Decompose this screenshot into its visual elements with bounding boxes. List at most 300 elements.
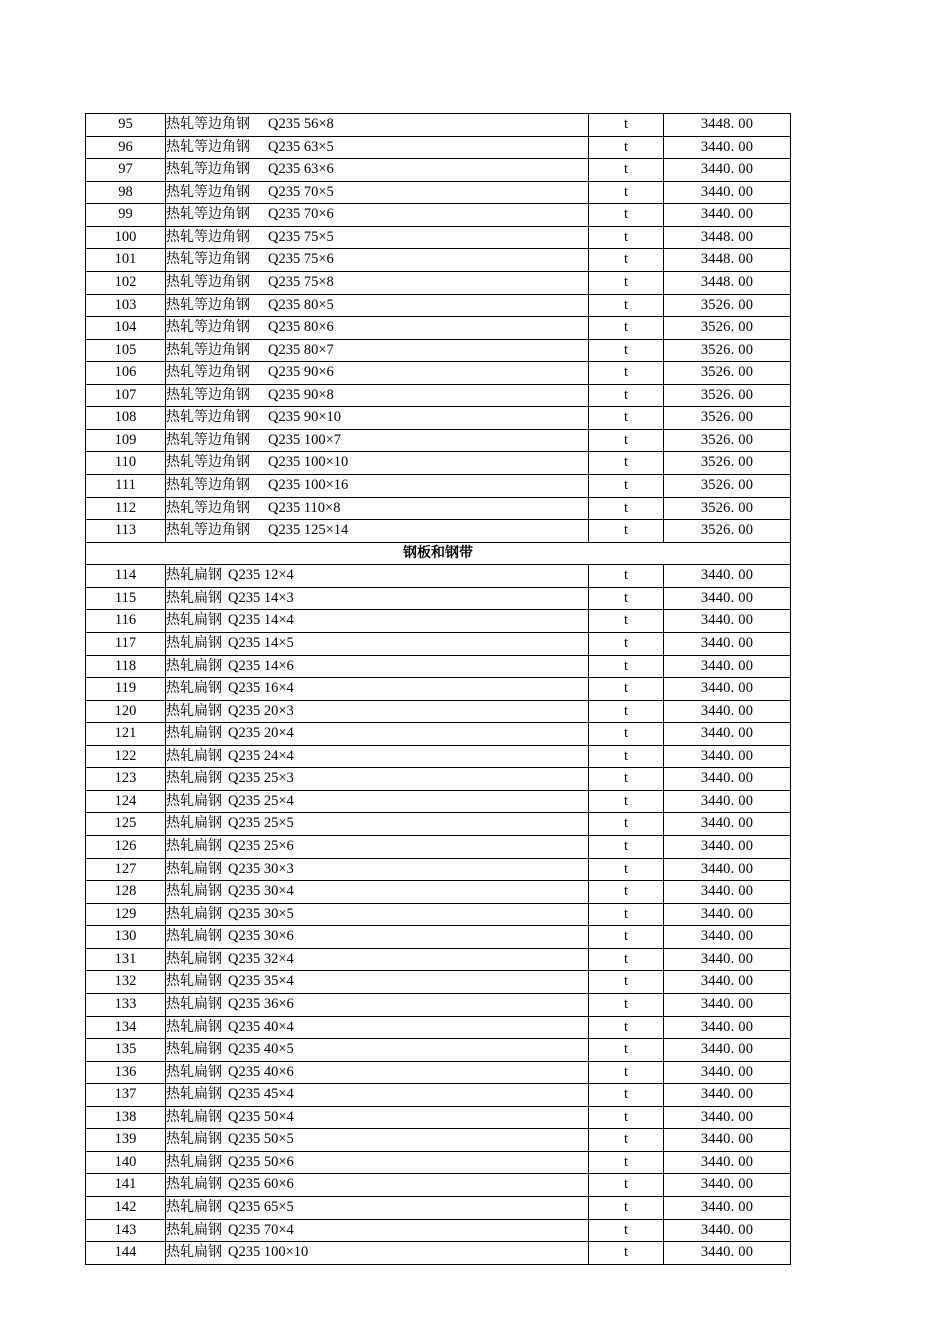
material-name-label: 热轧扁钢: [166, 1153, 222, 1170]
unit-price-cell: 3440. 00: [664, 1151, 791, 1174]
unit-cell: t: [589, 993, 664, 1016]
row-index-cell: 121: [86, 723, 166, 746]
material-name-label: 热轧等边角钢: [166, 206, 250, 223]
unit-price-cell: 3440. 00: [664, 881, 791, 904]
material-name-label: 热轧扁钢: [166, 815, 222, 832]
material-name-label: 热轧扁钢: [166, 725, 222, 742]
table-row: [86, 249, 791, 272]
material-name-cell: [166, 1174, 589, 1197]
unit-price-cell: 3440. 00: [664, 1106, 791, 1129]
unit-price-cell: 3448. 00: [664, 249, 791, 272]
unit-cell: t: [589, 971, 664, 994]
material-spec-label: Q235 50×6: [228, 1153, 294, 1170]
material-spec-label: Q235 75×5: [268, 228, 334, 245]
row-index-cell: 97: [86, 159, 166, 182]
material-spec-label: Q235 14×6: [228, 657, 294, 674]
row-index-cell: 123: [86, 768, 166, 791]
material-name-label: 热轧扁钢: [166, 567, 222, 584]
unit-price-cell: 3440. 00: [664, 1174, 791, 1197]
row-index-cell: 100: [86, 226, 166, 249]
unit-price-cell: 3440. 00: [664, 1061, 791, 1084]
table-row: [86, 790, 791, 813]
row-index-cell: 136: [86, 1061, 166, 1084]
material-name-label: 热轧等边角钢: [166, 161, 250, 178]
table-row: [86, 1242, 791, 1265]
row-index-cell: 99: [86, 204, 166, 227]
material-name-label: 热轧等边角钢: [166, 273, 250, 290]
material-name-label: 热轧扁钢: [166, 702, 222, 719]
unit-cell: t: [589, 700, 664, 723]
material-name-cell: [166, 136, 589, 159]
row-index-cell: 98: [86, 181, 166, 204]
unit-price-cell: 3440. 00: [664, 790, 791, 813]
row-index-cell: 108: [86, 407, 166, 430]
material-name-cell: [166, 1219, 589, 1242]
table-row: [86, 565, 791, 588]
material-name-cell: [166, 362, 589, 385]
material-name-cell: [166, 971, 589, 994]
unit-price-cell: 3440. 00: [664, 610, 791, 633]
unit-cell: t: [589, 632, 664, 655]
unit-cell: t: [589, 790, 664, 813]
row-index-cell: 104: [86, 317, 166, 340]
unit-price-cell: 3440. 00: [664, 700, 791, 723]
material-name-label: 热轧扁钢: [166, 860, 222, 877]
unit-price-cell: 3448. 00: [664, 271, 791, 294]
row-index-cell: 105: [86, 339, 166, 362]
row-index-cell: 113: [86, 520, 166, 543]
row-index-cell: 133: [86, 993, 166, 1016]
row-index-cell: 118: [86, 655, 166, 678]
table-row: [86, 1106, 791, 1129]
unit-price-cell: 3440. 00: [664, 159, 791, 182]
row-index-cell: 129: [86, 903, 166, 926]
material-name-cell: [166, 678, 589, 701]
material-spec-label: Q235 80×6: [268, 319, 334, 336]
unit-price-cell: 3440. 00: [664, 858, 791, 881]
material-spec-label: Q235 90×6: [268, 364, 334, 381]
material-spec-label: Q235 12×4: [228, 567, 294, 584]
table-row: [86, 362, 791, 385]
material-name-label: 热轧扁钢: [166, 1108, 222, 1125]
table-row: [86, 1219, 791, 1242]
material-name-cell: [166, 181, 589, 204]
material-spec-label: Q235 25×4: [228, 792, 294, 809]
material-name-cell: [166, 881, 589, 904]
row-index-cell: 109: [86, 429, 166, 452]
material-name-cell: [166, 948, 589, 971]
table-row: [86, 723, 791, 746]
row-index-cell: 140: [86, 1151, 166, 1174]
table-row: [86, 903, 791, 926]
unit-price-cell: 3440. 00: [664, 655, 791, 678]
material-name-label: 热轧扁钢: [166, 973, 222, 990]
material-name-label: 热轧扁钢: [166, 1063, 222, 1080]
material-spec-label: Q235 100×10: [228, 1244, 309, 1261]
unit-cell: t: [589, 159, 664, 182]
row-index-cell: 106: [86, 362, 166, 385]
unit-price-cell: 3526. 00: [664, 520, 791, 543]
material-spec-label: Q235 80×5: [268, 296, 334, 313]
unit-cell: t: [589, 768, 664, 791]
unit-cell: t: [589, 136, 664, 159]
unit-cell: t: [589, 587, 664, 610]
unit-cell: t: [589, 497, 664, 520]
material-name-label: 热轧等边角钢: [166, 364, 250, 381]
material-spec-label: Q235 80×7: [268, 341, 334, 358]
material-name-label: 热轧等边角钢: [166, 138, 250, 155]
material-spec-label: Q235 125×14: [268, 522, 349, 539]
material-name-label: 热轧等边角钢: [166, 319, 250, 336]
material-spec-label: Q235 50×5: [228, 1131, 294, 1148]
material-name-label: 热轧扁钢: [166, 792, 222, 809]
material-spec-label: Q235 65×5: [228, 1199, 294, 1215]
table-row: [86, 452, 791, 475]
price-table-container: [85, 113, 790, 1265]
unit-price-cell: 3440. 00: [664, 1129, 791, 1152]
row-index-cell: 127: [86, 858, 166, 881]
row-index-cell: 131: [86, 948, 166, 971]
row-index-cell: 134: [86, 1016, 166, 1039]
material-name-label: 热轧扁钢: [166, 883, 222, 900]
unit-price-cell: 3440. 00: [664, 971, 791, 994]
table-row: [86, 587, 791, 610]
unit-cell: t: [589, 745, 664, 768]
unit-cell: t: [589, 317, 664, 340]
unit-price-cell: 3448. 00: [664, 114, 791, 137]
material-name-label: 热轧等边角钢: [166, 251, 250, 268]
unit-price-cell: 3440. 00: [664, 1016, 791, 1039]
table-row: [86, 881, 791, 904]
material-spec-label: Q235 32×4: [228, 950, 294, 967]
material-name-cell: [166, 836, 589, 859]
material-name-cell: [166, 475, 589, 498]
unit-cell: t: [589, 1174, 664, 1197]
table-row: [86, 971, 791, 994]
table-row: [86, 1174, 791, 1197]
material-spec-label: Q235 40×6: [228, 1063, 294, 1080]
material-name-cell: [166, 1016, 589, 1039]
unit-price-cell: 3440. 00: [664, 926, 791, 949]
table-row: [86, 429, 791, 452]
material-name-label: 热轧扁钢: [166, 770, 222, 787]
unit-price-cell: 3526. 00: [664, 339, 791, 362]
unit-price-cell: 3440. 00: [664, 948, 791, 971]
table-row: [86, 926, 791, 949]
material-name-cell: [166, 858, 589, 881]
row-index-cell: 102: [86, 271, 166, 294]
unit-cell: t: [589, 610, 664, 633]
material-name-label: 热轧等边角钢: [166, 341, 250, 358]
unit-price-cell: 3440. 00: [664, 903, 791, 926]
material-name-cell: [166, 1084, 589, 1107]
unit-cell: t: [589, 1197, 664, 1220]
material-name-cell: [166, 226, 589, 249]
material-spec-label: Q235 20×4: [228, 725, 294, 742]
material-spec-label: Q235 70×6: [268, 206, 334, 223]
unit-price-cell: 3440. 00: [664, 632, 791, 655]
material-name-cell: [166, 271, 589, 294]
material-name-cell: [166, 813, 589, 836]
table-row: [86, 993, 791, 1016]
material-spec-label: Q235 63×5: [268, 138, 334, 155]
material-spec-label: Q235 14×5: [228, 634, 294, 651]
material-name-cell: [166, 520, 589, 543]
row-index-cell: 96: [86, 136, 166, 159]
table-row: [86, 226, 791, 249]
material-spec-label: Q235 100×16: [268, 477, 349, 493]
material-name-label: 热轧等边角钢: [166, 386, 250, 403]
unit-cell: t: [589, 1129, 664, 1152]
material-spec-label: Q235 30×6: [228, 928, 294, 945]
row-index-cell: 132: [86, 971, 166, 994]
material-name-label: 热轧扁钢: [166, 1244, 222, 1261]
material-price-table: [85, 113, 791, 1265]
material-spec-label: Q235 75×8: [268, 273, 334, 290]
table-row: [86, 745, 791, 768]
material-name-label: 热轧扁钢: [166, 1221, 222, 1238]
row-index-cell: 144: [86, 1242, 166, 1265]
table-row: [86, 181, 791, 204]
unit-cell: t: [589, 249, 664, 272]
unit-price-cell: 3440. 00: [664, 1197, 791, 1220]
material-name-label: 热轧等边角钢: [166, 431, 250, 448]
material-name-label: 热轧等边角钢: [166, 454, 250, 471]
unit-cell: t: [589, 114, 664, 137]
unit-cell: t: [589, 678, 664, 701]
material-name-cell: [166, 723, 589, 746]
material-spec-label: Q235 30×4: [228, 883, 294, 900]
unit-price-cell: 3526. 00: [664, 452, 791, 475]
unit-price-cell: 3526. 00: [664, 475, 791, 498]
row-index-cell: 125: [86, 813, 166, 836]
material-spec-label: Q235 45×4: [228, 1086, 294, 1103]
material-name-cell: [166, 700, 589, 723]
material-name-cell: [166, 249, 589, 272]
material-spec-label: Q235 90×8: [268, 386, 334, 403]
row-index-cell: 137: [86, 1084, 166, 1107]
material-name-cell: [166, 745, 589, 768]
material-name-cell: [166, 790, 589, 813]
material-spec-label: Q235 90×10: [268, 409, 342, 426]
unit-cell: t: [589, 384, 664, 407]
row-index-cell: 120: [86, 700, 166, 723]
unit-price-cell: 3526. 00: [664, 294, 791, 317]
table-row: [86, 475, 791, 498]
row-index-cell: 95: [86, 114, 166, 137]
unit-price-cell: 3526. 00: [664, 497, 791, 520]
material-name-cell: [166, 294, 589, 317]
row-index-cell: 141: [86, 1174, 166, 1197]
material-name-cell: [166, 497, 589, 520]
row-index-cell: 117: [86, 632, 166, 655]
row-index-cell: 130: [86, 926, 166, 949]
material-name-cell: [166, 565, 589, 588]
table-row: [86, 271, 791, 294]
table-row: [86, 1061, 791, 1084]
unit-cell: t: [589, 1219, 664, 1242]
unit-cell: t: [589, 565, 664, 588]
row-index-cell: 112: [86, 497, 166, 520]
unit-cell: t: [589, 271, 664, 294]
unit-price-cell: 3448. 00: [664, 226, 791, 249]
unit-price-cell: 3440. 00: [664, 678, 791, 701]
table-row: [86, 136, 791, 159]
table-row: [86, 1039, 791, 1062]
unit-price-cell: 3440. 00: [664, 565, 791, 588]
unit-price-cell: 3440. 00: [664, 723, 791, 746]
material-spec-label: Q235 100×7: [268, 431, 342, 448]
unit-cell: t: [589, 520, 664, 543]
material-name-cell: [166, 1197, 589, 1220]
material-name-cell: [166, 204, 589, 227]
table-row: [86, 497, 791, 520]
unit-price-cell: 3440. 00: [664, 745, 791, 768]
material-name-cell: [166, 993, 589, 1016]
table-row: [86, 655, 791, 678]
material-name-cell: [166, 655, 589, 678]
row-index-cell: 122: [86, 745, 166, 768]
unit-cell: t: [589, 836, 664, 859]
unit-price-cell: 3440. 00: [664, 1219, 791, 1242]
material-spec-label: Q235 100×10: [268, 454, 349, 471]
unit-price-cell: 3440. 00: [664, 181, 791, 204]
row-index-cell: 128: [86, 881, 166, 904]
row-index-cell: 114: [86, 565, 166, 588]
row-index-cell: 116: [86, 610, 166, 633]
unit-cell: t: [589, 858, 664, 881]
row-index-cell: 119: [86, 678, 166, 701]
material-spec-label: Q235 16×4: [228, 680, 294, 697]
material-name-cell: [166, 903, 589, 926]
table-row: [86, 407, 791, 430]
table-row: [86, 632, 791, 655]
table-row: [86, 858, 791, 881]
table-row: [86, 339, 791, 362]
material-name-label: 热轧扁钢: [166, 747, 222, 764]
table-row: [86, 678, 791, 701]
material-name-label: 热轧等边角钢: [166, 409, 250, 426]
material-name-label: 热轧扁钢: [166, 1199, 222, 1215]
unit-cell: t: [589, 429, 664, 452]
material-name-label: 热轧等边角钢: [166, 477, 250, 493]
material-name-label: 热轧等边角钢: [166, 116, 250, 132]
material-spec-label: Q235 70×4: [228, 1221, 294, 1238]
material-name-label: 热轧扁钢: [166, 1176, 222, 1193]
unit-price-cell: 3440. 00: [664, 1242, 791, 1265]
unit-cell: t: [589, 1242, 664, 1265]
table-row: [86, 317, 791, 340]
material-spec-label: Q235 30×3: [228, 860, 294, 877]
material-spec-label: Q235 14×3: [228, 589, 294, 606]
material-name-label: 热轧扁钢: [166, 657, 222, 674]
unit-cell: t: [589, 655, 664, 678]
unit-cell: t: [589, 926, 664, 949]
unit-price-cell: 3526. 00: [664, 362, 791, 385]
table-row: [86, 1016, 791, 1039]
material-name-cell: [166, 429, 589, 452]
unit-cell: t: [589, 1039, 664, 1062]
material-name-cell: [166, 926, 589, 949]
unit-cell: t: [589, 1084, 664, 1107]
material-spec-label: Q235 36×6: [228, 995, 294, 1012]
material-name-cell: [166, 159, 589, 182]
material-name-label: 热轧扁钢: [166, 680, 222, 697]
material-name-cell: [166, 1106, 589, 1129]
table-row: [86, 813, 791, 836]
table-row: [86, 520, 791, 543]
unit-cell: t: [589, 339, 664, 362]
row-index-cell: 103: [86, 294, 166, 317]
unit-cell: t: [589, 813, 664, 836]
row-index-cell: 138: [86, 1106, 166, 1129]
unit-cell: t: [589, 1016, 664, 1039]
unit-price-cell: 3440. 00: [664, 1039, 791, 1062]
table-row: [86, 204, 791, 227]
material-spec-label: Q235 63×6: [268, 161, 334, 178]
material-spec-label: Q235 35×4: [228, 973, 294, 990]
material-name-cell: [166, 1039, 589, 1062]
material-name-cell: [166, 1242, 589, 1265]
row-index-cell: 139: [86, 1129, 166, 1152]
material-name-label: 热轧扁钢: [166, 634, 222, 651]
material-name-label: 热轧扁钢: [166, 995, 222, 1012]
table-row: [86, 294, 791, 317]
table-section-header-row: [86, 542, 791, 565]
row-index-cell: 126: [86, 836, 166, 859]
material-spec-label: Q235 24×4: [228, 747, 294, 764]
material-name-cell: [166, 452, 589, 475]
material-spec-label: Q235 56×8: [268, 116, 334, 132]
unit-cell: t: [589, 1151, 664, 1174]
unit-cell: t: [589, 294, 664, 317]
table-row: [86, 114, 791, 137]
material-name-cell: [166, 587, 589, 610]
material-name-label: 热轧等边角钢: [166, 522, 250, 539]
material-spec-label: Q235 60×6: [228, 1176, 294, 1193]
material-name-label: 热轧等边角钢: [166, 183, 250, 200]
material-name-cell: [166, 1129, 589, 1152]
row-index-cell: 124: [86, 790, 166, 813]
material-name-cell: [166, 1151, 589, 1174]
unit-price-cell: 3440. 00: [664, 136, 791, 159]
unit-cell: t: [589, 948, 664, 971]
material-name-cell: [166, 317, 589, 340]
table-row: [86, 610, 791, 633]
row-index-cell: 111: [86, 475, 166, 498]
unit-cell: t: [589, 881, 664, 904]
table-row: [86, 700, 791, 723]
row-index-cell: 143: [86, 1219, 166, 1242]
price-table-body: [86, 114, 791, 1265]
unit-cell: t: [589, 226, 664, 249]
unit-price-cell: 3526. 00: [664, 384, 791, 407]
unit-cell: t: [589, 362, 664, 385]
material-name-cell: [166, 632, 589, 655]
material-spec-label: Q235 25×5: [228, 815, 294, 832]
material-spec-label: Q235 50×4: [228, 1108, 294, 1125]
table-row: [86, 836, 791, 859]
table-row: [86, 159, 791, 182]
material-name-label: 热轧扁钢: [166, 612, 222, 629]
table-row: [86, 1151, 791, 1174]
unit-cell: t: [589, 1106, 664, 1129]
material-name-label: 热轧扁钢: [166, 905, 222, 922]
unit-cell: t: [589, 181, 664, 204]
material-name-cell: [166, 768, 589, 791]
unit-cell: t: [589, 1061, 664, 1084]
material-name-cell: [166, 339, 589, 362]
